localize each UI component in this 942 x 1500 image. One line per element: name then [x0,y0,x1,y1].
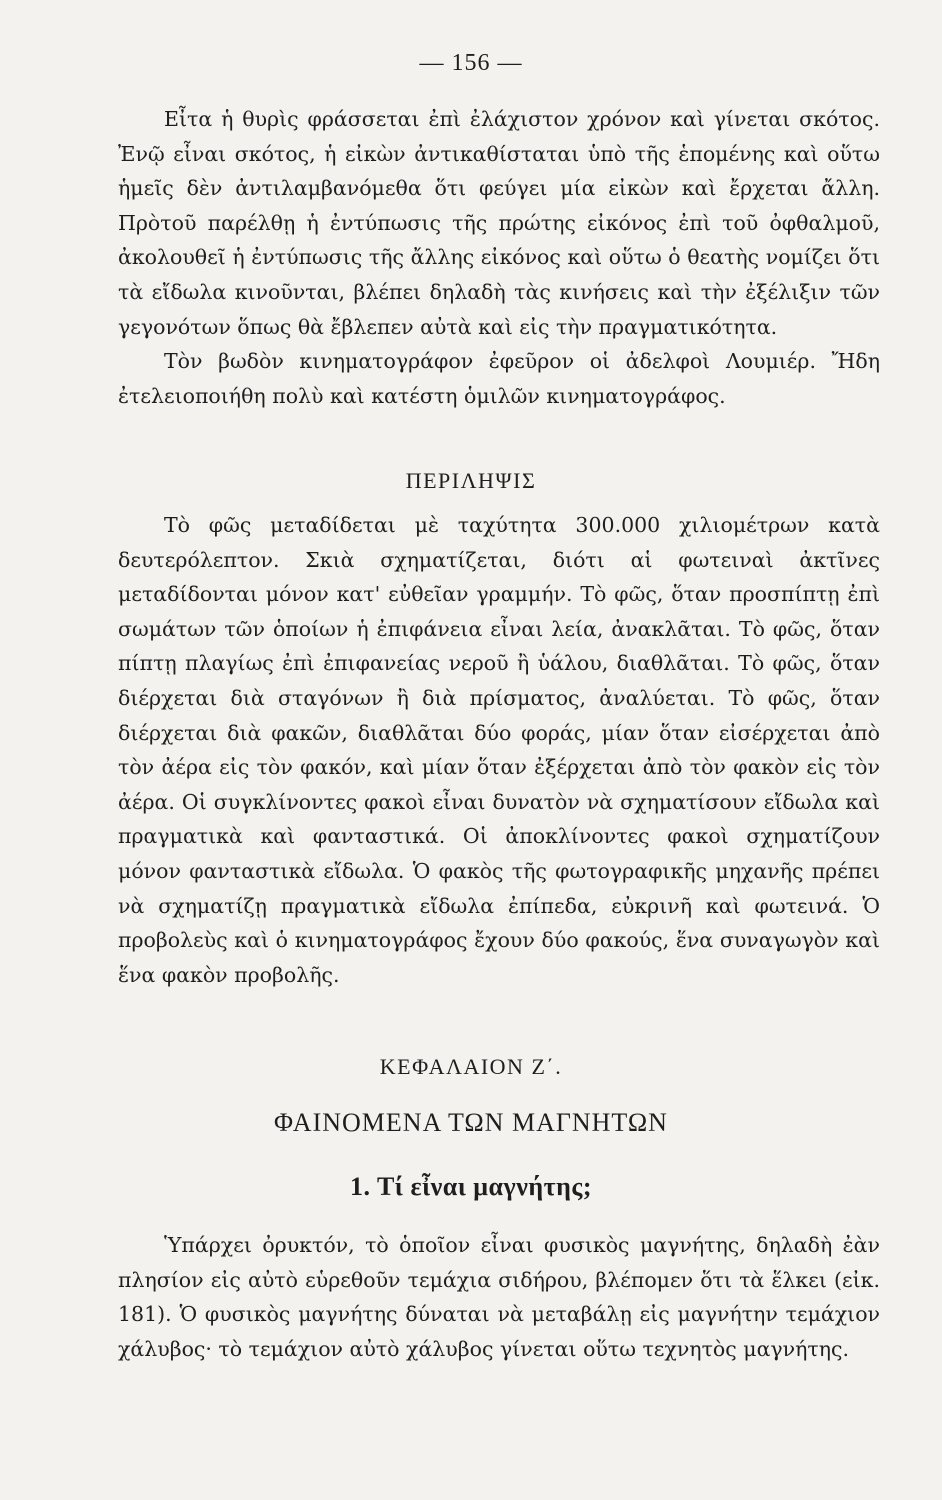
summary-heading: ΠΕΡΙΛΗΨΙΣ [405,468,537,493]
section-heading: 1. Τί εἶναι μαγνήτης; [350,1172,592,1201]
page-number: — 156 — [419,50,523,76]
text-block-magnet [118,1228,880,1366]
text-block-summary [118,508,880,992]
paragraph: Τὸν βωδὸν κινηματογράφον ἐφεῦρον οἱ ἀδελφοὶ Λουμιέρ. Ἤδη ἐτελειοποιήθη πολὺ καὶ κατέστη ὁμιλῶν κινηματογράφος. [118,349,880,408]
chapter-title: ΦΑΙΝΟΜΕΝΑ ΤΩΝ ΜΑΓΝΗΤΩΝ [274,1108,668,1137]
paragraph: Τὸ φῶς μεταδίδεται μὲ ταχύτητα 300.000 χιλιομέτρων κατὰ δευτερόλεπτον. Σκιὰ σχηματίζεται, διότι αἱ φωτειναὶ ἀκτῖνες μεταδίδονται μόνον κατ' εὐθεῖαν γραμμήν. Τὸ φῶς, ὅταν προσπίπτῃ ἐπὶ σωμάτων τῶν ὁποίων ἡ ἐπιφάνεια εἶναι λεία, ἀνακλᾶται. Τὸ φῶς, ὅταν πίπτῃ πλαγίως ἐπὶ ἐπιφανείας νεροῦ ἢ ὑάλου, διαθλᾶται. Τὸ φῶς, ὅταν διέρχεται διὰ σταγόνων ἢ διὰ πρίσματος, ἀναλύεται. Τὸ φῶς, ὅταν διέρχεται διὰ φακῶν, διαθλᾶται δύο φοράς, μίαν ὅταν εἰσέρχεται ἀπὸ τὸν ἀέρα εἰς τὸν φακόν, καὶ μίαν ὅταν ἐξέρχεται ἀπὸ τὸν φακὸν εἰς τὸν ἀέρα. Οἱ συγκλίνοντες φακοὶ εἶναι δυνατὸν νὰ σχηματίσουν εἴδωλα καὶ πραγματικὰ καὶ φανταστικά. Οἱ ἀποκλίνοντες φακοὶ σχηματίζουν μόνον φανταστικὰ εἴδωλα. Ὁ φακὸς τῆς φωτογραφικῆς μηχανῆς πρέπει νὰ σχηματίζῃ πραγματικὰ εἴδωλα ἐπίπεδα, εὐκρινῆ καὶ φωτεινά. Ὁ προβολεὺς καὶ ὁ κινηματογράφος ἔχουν δύο φακούς, ἕνα συναγωγὸν καὶ ἕνα φακὸν προβολῆς. [118,513,880,987]
text-block-cinema [118,102,880,413]
paragraph: Ὑπάρχει ὀρυκτόν, τὸ ὁποῖον εἶναι φυσικὸς μαγνήτης, δηλαδὴ ἐὰν πλησίον εἰς αὐτὸ εὑρεθοῦν τεμάχια σιδήρου, βλέπομεν ὅτι τὰ ἕλκει (εἰκ. 181). Ὁ φυσικὸς μαγνήτης δύναται νὰ μεταβάλῃ εἰς μαγνήτην τεμάχιον χάλυβος· τὸ τεμάχιον αὐτὸ χάλυβος γίνεται οὕτω τεχνητὸς μαγνήτης. [118,1233,880,1361]
paragraph: Εἶτα ἡ θυρὶς φράσσεται ἐπὶ ἐλάχιστον χρόνον καὶ γίνεται σκότος. Ἐνῷ εἶναι σκότος, ἡ εἰκὼν ἀντικαθίσταται ὑπὸ τῆς ἑπομένης καὶ οὕτω ἡμεῖς δὲν ἀντιλαμβανόμεθα ὅτι φεύγει μία εἰκὼν καὶ ἔρχεται ἄλλη. Πρὸτοῦ παρέλθῃ ἡ ἐντύπωσις τῆς πρώτης εἰκόνος ἐπὶ τοῦ ὀφθαλμοῦ, ἀκολουθεῖ ἡ ἐντύπωσις τῆς ἄλλης εἰκόνος καὶ οὕτω ὁ θεατὴς νομίζει ὅτι τὰ εἴδωλα κινοῦνται, βλέπει δηλαδὴ τὰς κινήσεις καὶ τὴν ἐξέλιξιν τῶν γεγονότων ὅπως θὰ ἔβλεπεν αὐτὰ καὶ εἰς τὴν πραγματικότητα. [118,107,880,339]
chapter-label: ΚΕΦΑΛΑΙΟΝ Ζ΄. [379,1054,563,1079]
